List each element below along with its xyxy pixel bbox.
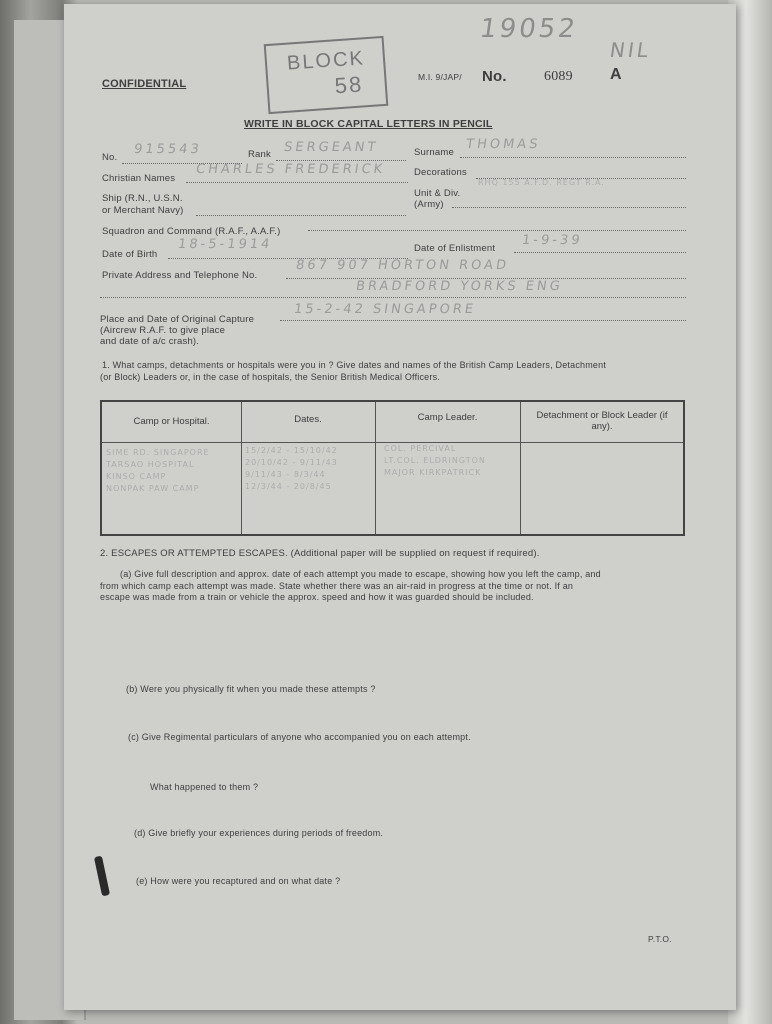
- ref-prefix: M.I. 9/JAP/: [418, 72, 462, 82]
- table-cell: NONPAK PAW CAMP: [106, 484, 200, 493]
- no-field-label: No.: [102, 152, 118, 163]
- capture-value: 15-2-42 SINGAPORE: [292, 302, 478, 317]
- dob-value: 18-5-1914: [176, 237, 274, 252]
- table-cell: MAJOR KIRKPATRICK: [384, 468, 482, 477]
- table-cell: TARSAO HOSPITAL: [106, 460, 195, 469]
- christian-names-label: Christian Names: [102, 173, 176, 184]
- pencil-instruction: WRITE IN BLOCK CAPITAL LETTERS IN PENCIL: [244, 118, 493, 130]
- surname-label: Surname: [414, 147, 454, 158]
- no-label: No.: [482, 68, 507, 85]
- enlistment-label: Date of Enlistment: [414, 243, 496, 254]
- enlistment-line: [514, 252, 686, 253]
- table-cell: KINSO CAMP: [106, 472, 167, 481]
- address-value-1: 867 907 HORTON ROAD: [294, 258, 511, 273]
- q1-text-1: 1. What camps, detachments or hospitals were you in ? Give dates and names of the British Camp Leaders, Detachment: [102, 360, 607, 370]
- table-cell: 15/2/42 - 15/10/42: [245, 446, 338, 455]
- q2-b-text: (b) Were you physically fit when you made these attempts ?: [126, 684, 376, 694]
- ship-line: [196, 215, 406, 216]
- no-value: 6089: [544, 69, 573, 84]
- capture-line: [280, 320, 686, 321]
- table-cell: 9/11/43 - 8/3/44: [245, 470, 326, 479]
- q2-a-text-2: from which camp each attempt was made. State whether there was an air-raid in progress at the time or not. If an: [100, 581, 574, 591]
- stamp-number: 58: [333, 71, 365, 99]
- address-label: Private Address and Telephone No.: [102, 270, 258, 281]
- col-detachment-leader: Detachment or Block Leader (if any).: [536, 410, 668, 432]
- q2-a-text-1: (a) Give full description and approx. date of each attempt you made to escape, showing how you left the camp, and: [120, 569, 601, 579]
- capture-label-3: and date of a/c crash).: [100, 336, 200, 347]
- q2-c2-text: What happened to them ?: [150, 782, 259, 792]
- handwritten-number: 19052: [477, 14, 580, 44]
- decorations-label: Decorations: [414, 167, 467, 178]
- rank-line: [276, 160, 406, 161]
- surname-line: [460, 157, 686, 158]
- pto-label: P.T.O.: [648, 934, 672, 944]
- table-cell: COL. PERCIVAL: [384, 444, 457, 453]
- no-field-value: 915543: [132, 142, 203, 157]
- q2-e-text: (e) How were you recaptured and on what date ?: [136, 876, 341, 886]
- squadron-label: Squadron and Command (R.A.F., A.A.F.): [102, 226, 281, 237]
- q1-text-2: (or Block) Leaders or, in the case of hospitals, the Senior British Medical Officers.: [100, 372, 440, 382]
- q2-a-text-3: escape was made from a train or vehicle the approx. speed and how it was guarded should be included.: [100, 592, 534, 602]
- ship-label-1: Ship (R.N., U.S.N.: [102, 193, 183, 204]
- block-stamp: [264, 36, 389, 114]
- unit-value: RHQ 155 A.F.D. REGT R.A.: [478, 178, 605, 187]
- series-letter: A: [610, 66, 622, 83]
- capture-label-1: Place and Date of Original Capture: [100, 314, 255, 325]
- ship-label-2: or Merchant Navy): [102, 205, 184, 216]
- address-value-2: BRADFORD YORKS ENG: [354, 279, 564, 294]
- rank-value: SERGEANT: [282, 140, 380, 155]
- stamp-text: BLOCK: [286, 47, 366, 75]
- table-cell: 12/3/44 - 20/8/45: [245, 482, 332, 491]
- col-camp-or-hospital: Camp or Hospital.: [133, 416, 210, 427]
- table-cell: SIME RD. SINGAPORE: [106, 448, 210, 457]
- q2-c-text: (c) Give Regimental particulars of anyone who accompanied you on each attempt.: [128, 732, 471, 742]
- col-camp-leader: Camp Leader.: [417, 412, 478, 423]
- table-divider: [520, 402, 521, 534]
- table-cell: 20/10/42 - 9/11/43: [245, 458, 338, 467]
- surname-value: THOMAS: [464, 137, 542, 152]
- christian-names-value: CHARLES FREDERICK: [194, 162, 387, 177]
- q2-title: 2. ESCAPES OR ATTEMPTED ESCAPES. (Additional paper will be supplied on request if required).: [100, 548, 540, 559]
- christian-names-line: [186, 182, 408, 183]
- confidential-label: CONFIDENTIAL: [102, 78, 187, 90]
- table-cell: LT.COL. ELDRINGTON: [384, 456, 486, 465]
- rank-label: Rank: [248, 149, 271, 160]
- address-line-2: [100, 297, 686, 298]
- squadron-line: [308, 230, 686, 231]
- unit-line: [452, 207, 686, 208]
- enlistment-value: 1-9-39: [520, 233, 584, 248]
- unit-label-1: Unit & Div.: [414, 188, 461, 199]
- handwritten-nil: NIL: [608, 38, 653, 62]
- capture-label-2: (Aircrew R.A.F. to give place: [100, 325, 226, 336]
- camps-table: [100, 400, 685, 536]
- dob-label: Date of Birth: [102, 249, 158, 260]
- q2-d-text: (d) Give briefly your experiences during periods of freedom.: [134, 828, 384, 838]
- col-dates: Dates.: [294, 414, 322, 425]
- unit-label-2: (Army): [414, 199, 444, 210]
